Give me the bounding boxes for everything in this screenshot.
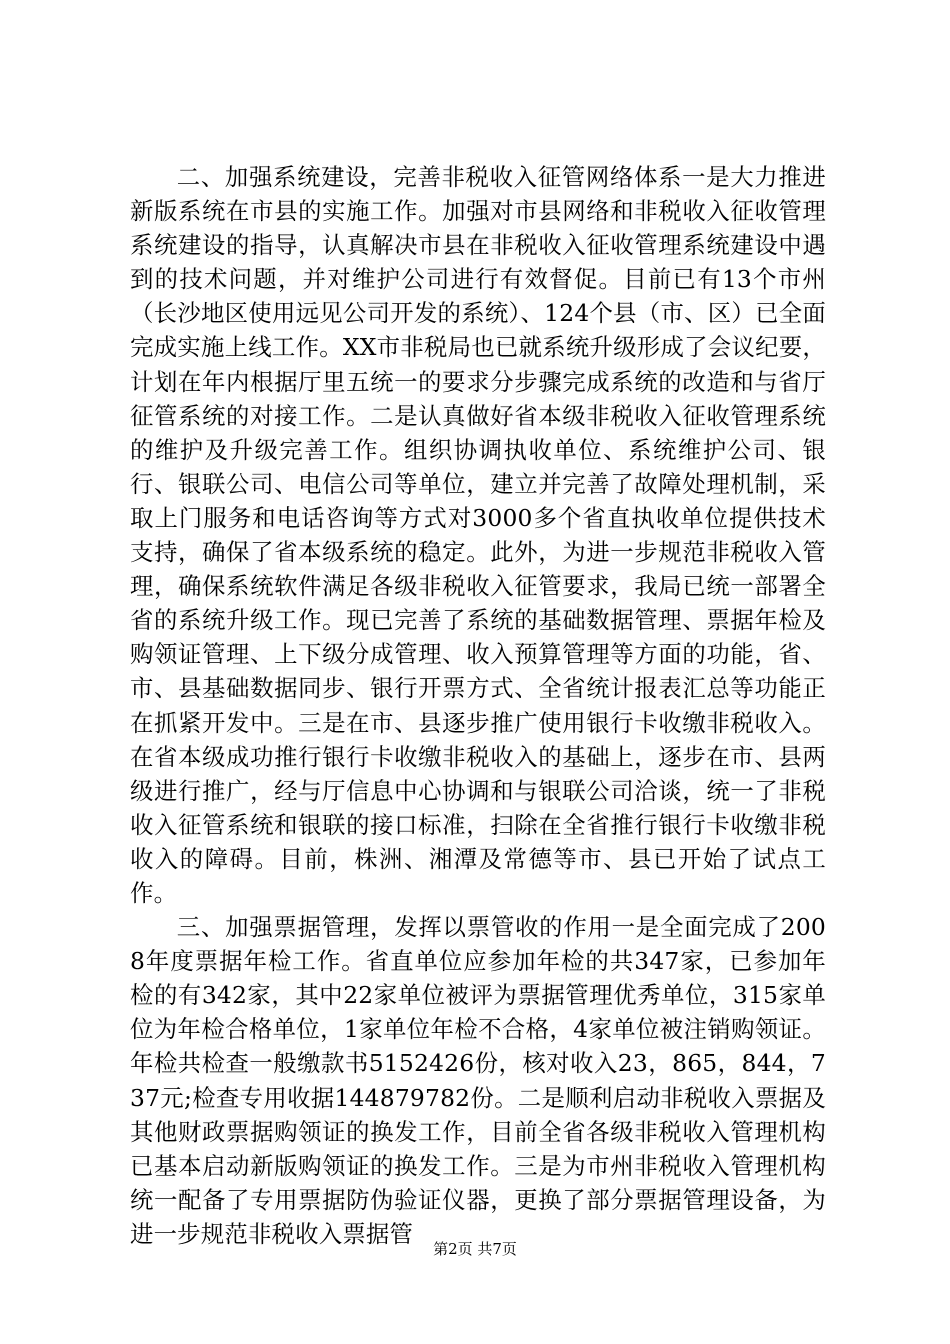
paragraph-invoice-management: 三、加强票据管理，发挥以票管收的作用一是全面完成了2008年度票据年检工作。省直单位应参加年检的共347家，已参加年检的有342家，其中22家单位被评为票据管理优秀单位，315家单位为年检合格单位，1家单位年检不合格，4家单位被注销购领证。年检共检查一般缴款书5152426份，核对收入23，865，844，737元;检查专用收据144879782份。二是顺利启动非税收入票据及其他财政票据购领证的换发工作，目前全省各级非税收入管理机构已基本启动新版购领证的换发工作。三是为市州非税收入管理机构统一配备了专用票据防伪验证仪器，更换了部分票据管理设备，为进一步规范非税收入票据管 bbox=[130, 913, 826, 1248]
document-body bbox=[130, 160, 826, 1251]
paragraph-system-construction: 二、加强系统建设，完善非税收入征管网络体系一是大力推进新版系统在市县的实施工作。加强对市县网络和非税收入征收管理系统建设的指导，认真解决市县在非税收入征收管理系统建设中遇到的技术问题，并对维护公司进行有效督促。目前已有13个市州（长沙地区使用远见公司开发的系统）、124个县（市、区）已全面完成实施上线工作。XX市非税局也已就系统升级形成了会议纪要，计划在年内根据厅里五统一的要求分步骤完成系统的改造和与省厅征管系统的对接工作。二是认真做好省本级非税收入征收管理系统的维护及升级完善工作。组织协调执收单位、系统维护公司、银行、银联公司、电信公司等单位，建立并完善了故障处理机制，采取上门服务和电话咨询等方式对3000多个省直执收单位提供技术支持，确保了省本级系统的稳定。此外，为进一步规范非税收入管理，确保系统软件满足各级非税收入征管要求，我局已统一部署全省的系统升级工作。现已完善了系统的基础数据管理、票据年检及购领证管理、上下级分成管理、收入预算管理等方面的功能，省、市、县基础数据同步、银行开票方式、全省统计报表汇总等功能正在抓紧开发中。三是在市、县逐步推广使用银行卡收缴非税收入。在省本级成功推行银行卡收缴非税收入的基础上，逐步在市、县两级进行推广，经与厅信息中心协调和与银联公司洽谈，统一了非税收入征管系统和银联的接口标准，扫除在全省推行银行卡收缴非税收入的障碍。目前，株洲、湘潭及常德等市、县已开始了试点工作。 bbox=[130, 163, 826, 907]
page-footer: 第2页 共7页 bbox=[433, 1240, 517, 1258]
